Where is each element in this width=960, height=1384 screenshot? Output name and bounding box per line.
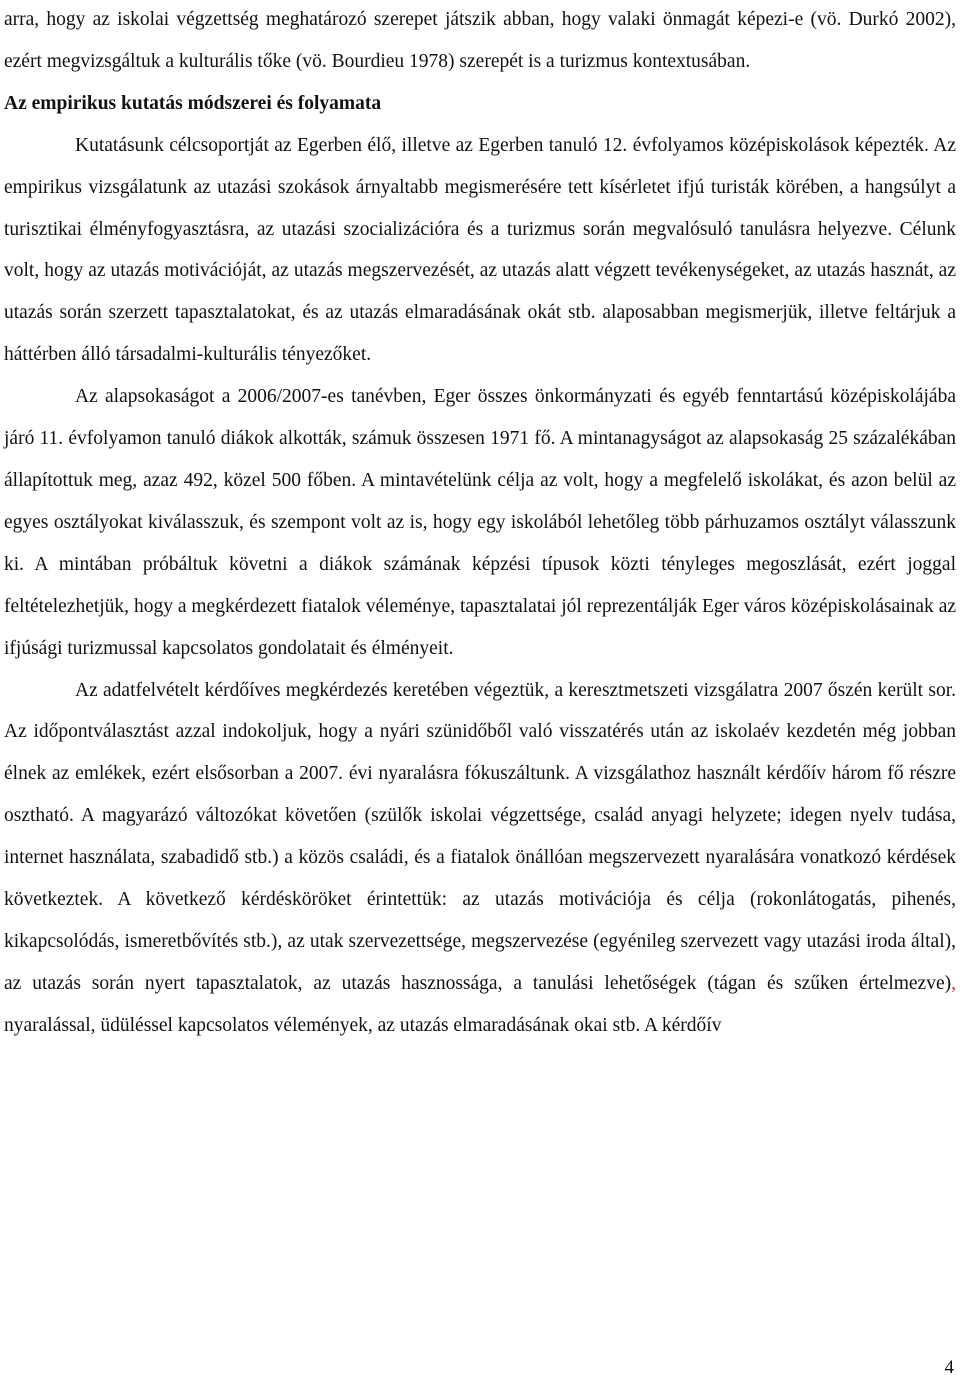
highlighted-comma: , <box>951 972 956 994</box>
paragraph-data-collection <box>4 670 956 1047</box>
paragraph-target-group: Kutatásunk célcsoportját az Egerben élő, illetve az Egerben tanuló 12. évfolyamos középiskolások képezték. Az empirikus vizsgálatunk az utazási szokások árnyaltabb megismerésére tett kísérletet ifjú turisták körében, a hangsúlyt a turisztikai élményfogyasztásra, az utazási szocializációra és a turizmus során megvalósuló tanulásra helyezve. Célunk volt, hogy az utazás motivációját, az utazás megszervezését, az utazás alatt végzett tevékenységeket, az utazás hasznát, az utazás során szerzett tapasztalatokat, és az utazás elmaradásának okát stb. alaposabban megismerjük, illetve feltárjuk a háttérben álló társadalmi-kulturális tényezőket. <box>4 134 956 366</box>
paragraph-data-collection-tail: nyaralással, üdüléssel kapcsolatos vélemények, az utazás elmaradásának okai stb. A kérdőív <box>4 1014 722 1036</box>
section-heading: Az empirikus kutatás módszerei és folyamata <box>4 92 382 114</box>
document-page <box>4 0 956 1047</box>
paragraph-intro: arra, hogy az iskolai végzettség meghatározó szerepet játszik abban, hogy valaki önmagát képezi-e (vö. Durkó 2002), ezért megvizsgáltuk a kulturális tőke (vö. Bourdieu 1978) szerepét is a turizmus kontextusában. <box>4 9 956 72</box>
paragraph-sampling: Az alapsokaságot a 2006/2007-es tanévben, Eger összes önkormányzati és egyéb fenntartású középiskolájába járó 11. évfolyamon tanuló diákok alkották, számuk összesen 1971 fő. A mintanagyságot az alapsokaság 25 százalékában állapítottuk meg, azaz 492, közel 500 főben. A mintavételünk célja az volt, hogy a megfelelő iskolákat, és azon belül az egyes osztályokat kiválasszuk, és szempont volt az is, hogy egy iskolából lehetőleg több párhuzamos osztályt válasszunk ki. A mintában próbáltuk követni a diákok számának képzési típusok közti tényleges megoszlását, ezért joggal feltételezhetjük, hogy a megkérdezett fiatalok véleménye, tapasztalatai jól reprezentálják Eger város középiskolásainak az ifjúsági turizmussal kapcsolatos gondolatait és élményeit. <box>4 386 956 659</box>
paragraph-data-collection-text: Az adatfelvételt kérdőíves megkérdezés keretében végeztük, a keresztmetszeti vizsgálatra 2007 őszén került sor. Az időpontválasztást azzal indokoljuk, hogy a nyári szünidőből való visszatérés után az iskolaév kezdetén még jobban élnek az emlékek, ezért elsősorban a 2007. évi nyaralásra fókuszáltunk. A vizsgálathoz használt kérdőív három fő részre osztható. A magyarázó változókat követően (szülők iskolai végzettsége, család anyagi helyzete; idegen nyelv tudása, internet használata, szabadidő stb.) a közös családi, és a fiatalok önállóan megszervezett nyaralására vonatkozó kérdések következtek. A következő kérdésköröket érintettük: az utazás motivációja és célja (rokonlátogatás, pihenés, kikapcsolódás, ismeretbővítés stb.), az utak szervezettsége, megszervezése (egyénileg szervezett vagy utazási iroda által), az utazás során nyert tapasztalatok, az utazás hasznossága, a tanulási lehetőségek (tágan és szűken értelmezve) <box>4 679 956 994</box>
page-number: 4 <box>944 1357 954 1378</box>
